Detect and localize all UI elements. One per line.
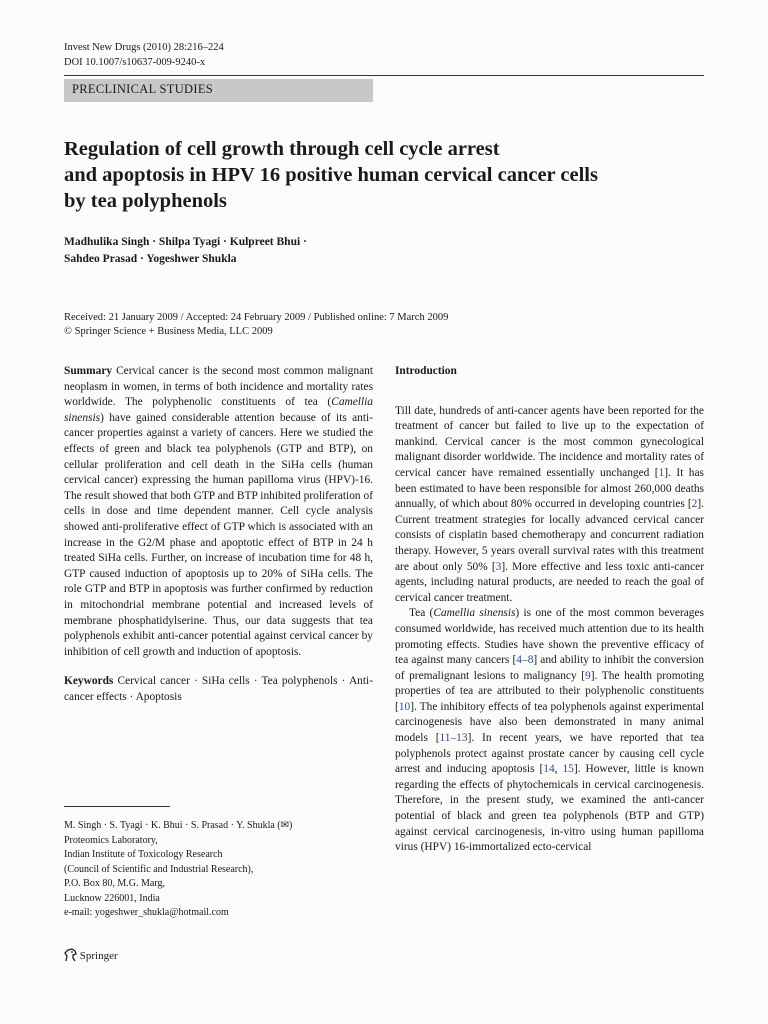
journal-citation: Invest New Drugs (2010) 28:216–224 bbox=[64, 42, 224, 53]
citation-link[interactable]: 3 bbox=[495, 560, 502, 573]
summary-label: Summary bbox=[64, 365, 113, 377]
intro-paragraph-1: Till date, hundreds of anti-cancer agents have been reported for the treatment of cancer but failed to live up to the expectation of mankind. Cervical cancer is the most common gynecological malignant disorder worldwide. The incidence and mortality rates of cervical cancer have remained essentially unchanged [1]. It has been estimated to have been responsible for almost 260,000 deaths annually, of which about 80% occurred in developing countries [2]. Current treatment strategies for locally advanced cervical cancer consists of cisplatin based chemotherapy and concurrent radiation therapy. However, 5 years overall survival rates with this treatment are about only 50% [3]. More effective and less toxic anti-cancer agents, including natural products, are needed to reach the goal of cervical cancer treatment. bbox=[395, 404, 705, 604]
affiliation-lab: Proteomics Laboratory, bbox=[64, 834, 158, 846]
affiliation-city: Lucknow 226001, India bbox=[64, 892, 160, 904]
citation-link[interactable]: 15 bbox=[562, 763, 574, 776]
publication-info bbox=[64, 311, 448, 339]
springer-horse-icon bbox=[64, 948, 77, 965]
title-line: by tea polyphenols bbox=[64, 190, 227, 212]
citation-link[interactable]: 9 bbox=[585, 669, 591, 682]
intro-paragraph-2: Tea (Camellia sinensis) is one of the most common beverages consumed worldwide, has received much attention due to its health promoting effects. Studies have shown the preventive efficacy of tea against many cancers [4–8] and ability to inhibit the conversion of premalignant lesions to malignancy [9]. The health promoting properties of tea are attributed to their polyphenolic constituents [10]. The inhibitory effects of tea polyphenols against experimental carcinogenesis have also been demonstrated in many animal models [11–13]. In recent years, we have reported that tea polyphenols protect against prostate cancer by causing cell cycle arrest and inducing apoptosis [14, 15]. However, little is known regarding the effects of phytochemicals in cervical carcinogenesis. Therefore, in the present study, we examined the anti-cancer potential of black and green tea polyphenols (BTP and GTP) against cervical carcinogenesis, in-vitro using human papilloma virus (HPV) 16-immortalized ecto-cervical bbox=[395, 607, 705, 854]
citation-link[interactable]: 4–8 bbox=[516, 654, 534, 667]
affiliation-names: M. Singh · S. Tyagi · K. Bhui · S. Prasad · Y. Shukla (✉) bbox=[64, 820, 293, 831]
citation-link[interactable]: 2 bbox=[691, 498, 698, 511]
affiliation-email[interactable]: e-mail: yogeshwer_shukla@hotmail.com bbox=[64, 907, 229, 918]
dates: Received: 21 January 2009 / Accepted: 24 February 2009 / Published online: 7 March 2009 bbox=[64, 312, 449, 323]
title-line: Regulation of cell growth through cell cycle arrest bbox=[64, 138, 500, 160]
italic-text: Camellia sinensis bbox=[433, 607, 516, 620]
publisher-name: Springer bbox=[79, 950, 118, 963]
article-title bbox=[64, 136, 704, 214]
summary-text: ) have gained considerable attention because of its anti-cancer properties against a variety of cancers. Here we studied the effects of green and black tea polyphenols (GTP and BTP), on cellular proliferation and cell death in the SiHa cells (human cervical cancer) expressing the human papilloma virus (HPV)-16. The result showed that both GTP and BTP inhibited proliferation of cells in dose and time dependent manner. Cell cycle analysis showed anti-proliferative effect of GTP which is associated with an increase in the G2/M phase and apoptotic effect of BTP in 24 h treated SiHa cells. Further, on increase of incubation time for 48 h, GTP caused induction of apoptosis up to 20% of SiHa cells. The role GTP and BTP in apoptosis was further confirmed by reduction in mitochondrial membrane potential and increased levels of membrane phosphatidylserine. Thus, our data suggests that tea polyphenols exhibit anti-cancer potential against cervical cancer by inhibition of cell growth and induction of apoptosis. bbox=[64, 411, 373, 658]
affiliation-institute: Indian Institute of Toxicology Research bbox=[64, 849, 223, 860]
authors-line: Sahdeo Prasad · Yogeshwer Shukla bbox=[64, 253, 237, 265]
copyright: © Springer Science + Business Media, LLC 2009 bbox=[64, 326, 273, 337]
publisher-footer bbox=[64, 948, 118, 965]
affiliation-block bbox=[64, 819, 292, 921]
introduction-heading: Introduction bbox=[395, 365, 457, 377]
citation-link[interactable]: 1 bbox=[658, 466, 665, 479]
journal-header bbox=[64, 40, 224, 70]
affiliation-pobox: P.O. Box 80, M.G. Marg, bbox=[64, 878, 165, 889]
affiliation-council: (Council of Scientific and Industrial Research), bbox=[64, 863, 254, 875]
citation-link[interactable]: 14 bbox=[543, 763, 555, 776]
authors-line: Madhulika Singh · Shilpa Tyagi · Kulpreet Bhui · bbox=[64, 236, 307, 248]
footnote-rule bbox=[64, 806, 170, 807]
author-list bbox=[64, 234, 307, 268]
summary-text: Cervical cancer is the second most common malignant neoplasm in women, in terms of both incidence and mortality rates worldwide. The polyphenolic constituents of tea ( bbox=[64, 365, 373, 409]
doi[interactable]: DOI 10.1007/s10637-009-9240-x bbox=[64, 57, 206, 68]
keywords-label: Keywords bbox=[64, 675, 114, 688]
right-column bbox=[395, 364, 704, 856]
section-label-text: PRECLINICAL STUDIES bbox=[72, 82, 214, 96]
header-rule bbox=[64, 75, 704, 76]
citation-link[interactable]: 11–13 bbox=[439, 732, 468, 745]
title-line: and apoptosis in HPV 16 positive human cervical cancer cells bbox=[64, 164, 598, 186]
keywords-paragraph bbox=[64, 674, 373, 705]
species-name: Camellia sinensis bbox=[64, 396, 373, 424]
section-label bbox=[64, 79, 373, 102]
left-column bbox=[64, 364, 373, 705]
citation-link[interactable]: 10 bbox=[398, 700, 411, 713]
keywords-text: Cervical cancer · SiHa cells · Tea polyphenols · Anti-cancer effects · Apoptosis bbox=[64, 675, 373, 703]
summary-paragraph bbox=[64, 364, 373, 660]
